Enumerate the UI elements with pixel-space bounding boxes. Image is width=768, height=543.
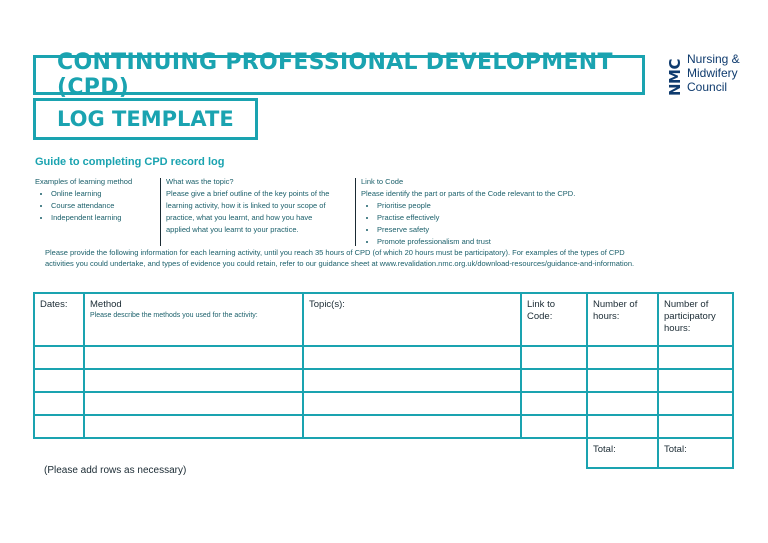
- page-subtitle: LOG TEMPLATE: [33, 98, 258, 140]
- logo-line-2: Midwifery: [687, 66, 738, 80]
- method-cell[interactable]: [84, 346, 303, 369]
- logo-line-3: Council: [687, 80, 728, 94]
- methods-title: Examples of learning method: [35, 177, 133, 186]
- link-cell[interactable]: [521, 369, 587, 392]
- code-item: • Promote professionalism and trust: [377, 236, 661, 248]
- nmc-logo: [667, 52, 757, 96]
- guide-heading: Guide to completing CPD record log: [35, 156, 225, 168]
- header-topics: Topic(s):: [303, 293, 521, 346]
- table-row: [34, 415, 733, 438]
- hours-cell[interactable]: [587, 392, 658, 415]
- logo-line-1: Nursing &: [687, 52, 740, 66]
- column-divider: [160, 178, 161, 246]
- topics-cell[interactable]: [303, 392, 521, 415]
- hours-cell[interactable]: [587, 346, 658, 369]
- topics-cell[interactable]: [303, 369, 521, 392]
- hours-cell[interactable]: [587, 369, 658, 392]
- total-participatory-cell[interactable]: Total:: [658, 438, 733, 468]
- total-spacer: [34, 438, 587, 468]
- header-method: [84, 293, 303, 346]
- guide-column-methods: [35, 176, 157, 224]
- header-method-label: Method: [90, 299, 122, 310]
- hours-cell[interactable]: [587, 415, 658, 438]
- dates-cell[interactable]: [34, 415, 84, 438]
- guide-column-topic: [166, 176, 351, 236]
- add-rows-note: (Please add rows as necessary): [44, 465, 187, 476]
- link-cell[interactable]: [521, 346, 587, 369]
- page-title: CONTINUING PROFESSIONAL DEVELOPMENT (CPD): [33, 55, 645, 95]
- link-cell[interactable]: [521, 392, 587, 415]
- code-title: Link to Code: [361, 177, 404, 186]
- topic-line: practice, what you learnt, and how you have: [166, 213, 313, 222]
- table-row: [34, 369, 733, 392]
- link-cell[interactable]: [521, 415, 587, 438]
- topic-line: applied what you learnt to your practice.: [166, 225, 299, 234]
- table-row: [34, 392, 733, 415]
- header-dates: Dates:: [34, 293, 84, 346]
- code-item: • Prioritise people: [377, 200, 661, 212]
- participatory-cell[interactable]: [658, 369, 733, 392]
- logo-mark: NMC: [666, 59, 684, 96]
- header-hours: Number of hours:: [587, 293, 658, 346]
- method-item: • Course attendance: [51, 200, 157, 212]
- code-item: • Preserve safety: [377, 224, 661, 236]
- method-cell[interactable]: [84, 415, 303, 438]
- table-row: [34, 346, 733, 369]
- method-cell[interactable]: [84, 392, 303, 415]
- method-item: • Online learning: [51, 188, 157, 200]
- header-method-sub: Please describe the methods you used for the activity:: [90, 312, 258, 319]
- participatory-cell[interactable]: [658, 346, 733, 369]
- total-hours-cell[interactable]: Total:: [587, 438, 658, 468]
- table-header-row: [34, 293, 733, 346]
- column-divider: [355, 178, 356, 246]
- topics-cell[interactable]: [303, 415, 521, 438]
- topic-line: learning activity, how it is linked to your scope of: [166, 201, 326, 210]
- participatory-cell[interactable]: [658, 415, 733, 438]
- topics-cell[interactable]: [303, 346, 521, 369]
- dates-cell[interactable]: [34, 392, 84, 415]
- method-item: • Independent learning: [51, 212, 157, 224]
- header-link-to-code: Link to Code:: [521, 293, 587, 346]
- dates-cell[interactable]: [34, 369, 84, 392]
- header-participatory-hours: Number of participatory hours:: [658, 293, 733, 346]
- guide-info-text: Please provide the following information for each learning activity, until you reach 35 hours of CPD (of which 20 hours must be participatory). For examples of the types of CPD activities you could undertake, and types of evidence you could retain, refer to our guidance sheet at www.revalidation.nmc.org.uk/download-resources/guidance-and-information.: [45, 248, 635, 268]
- total-row: [34, 438, 733, 468]
- dates-cell[interactable]: [34, 346, 84, 369]
- logo-text: [687, 52, 740, 94]
- code-item: • Practise effectively: [377, 212, 661, 224]
- topic-title: What was the topic?: [166, 177, 234, 186]
- method-cell[interactable]: [84, 369, 303, 392]
- code-intro: Please identify the part or parts of the Code relevant to the CPD.: [361, 189, 576, 198]
- topic-line: Please give a brief outline of the key points of the: [166, 189, 330, 198]
- participatory-cell[interactable]: [658, 392, 733, 415]
- cpd-log-table: [33, 292, 734, 469]
- guide-column-code: [361, 176, 661, 248]
